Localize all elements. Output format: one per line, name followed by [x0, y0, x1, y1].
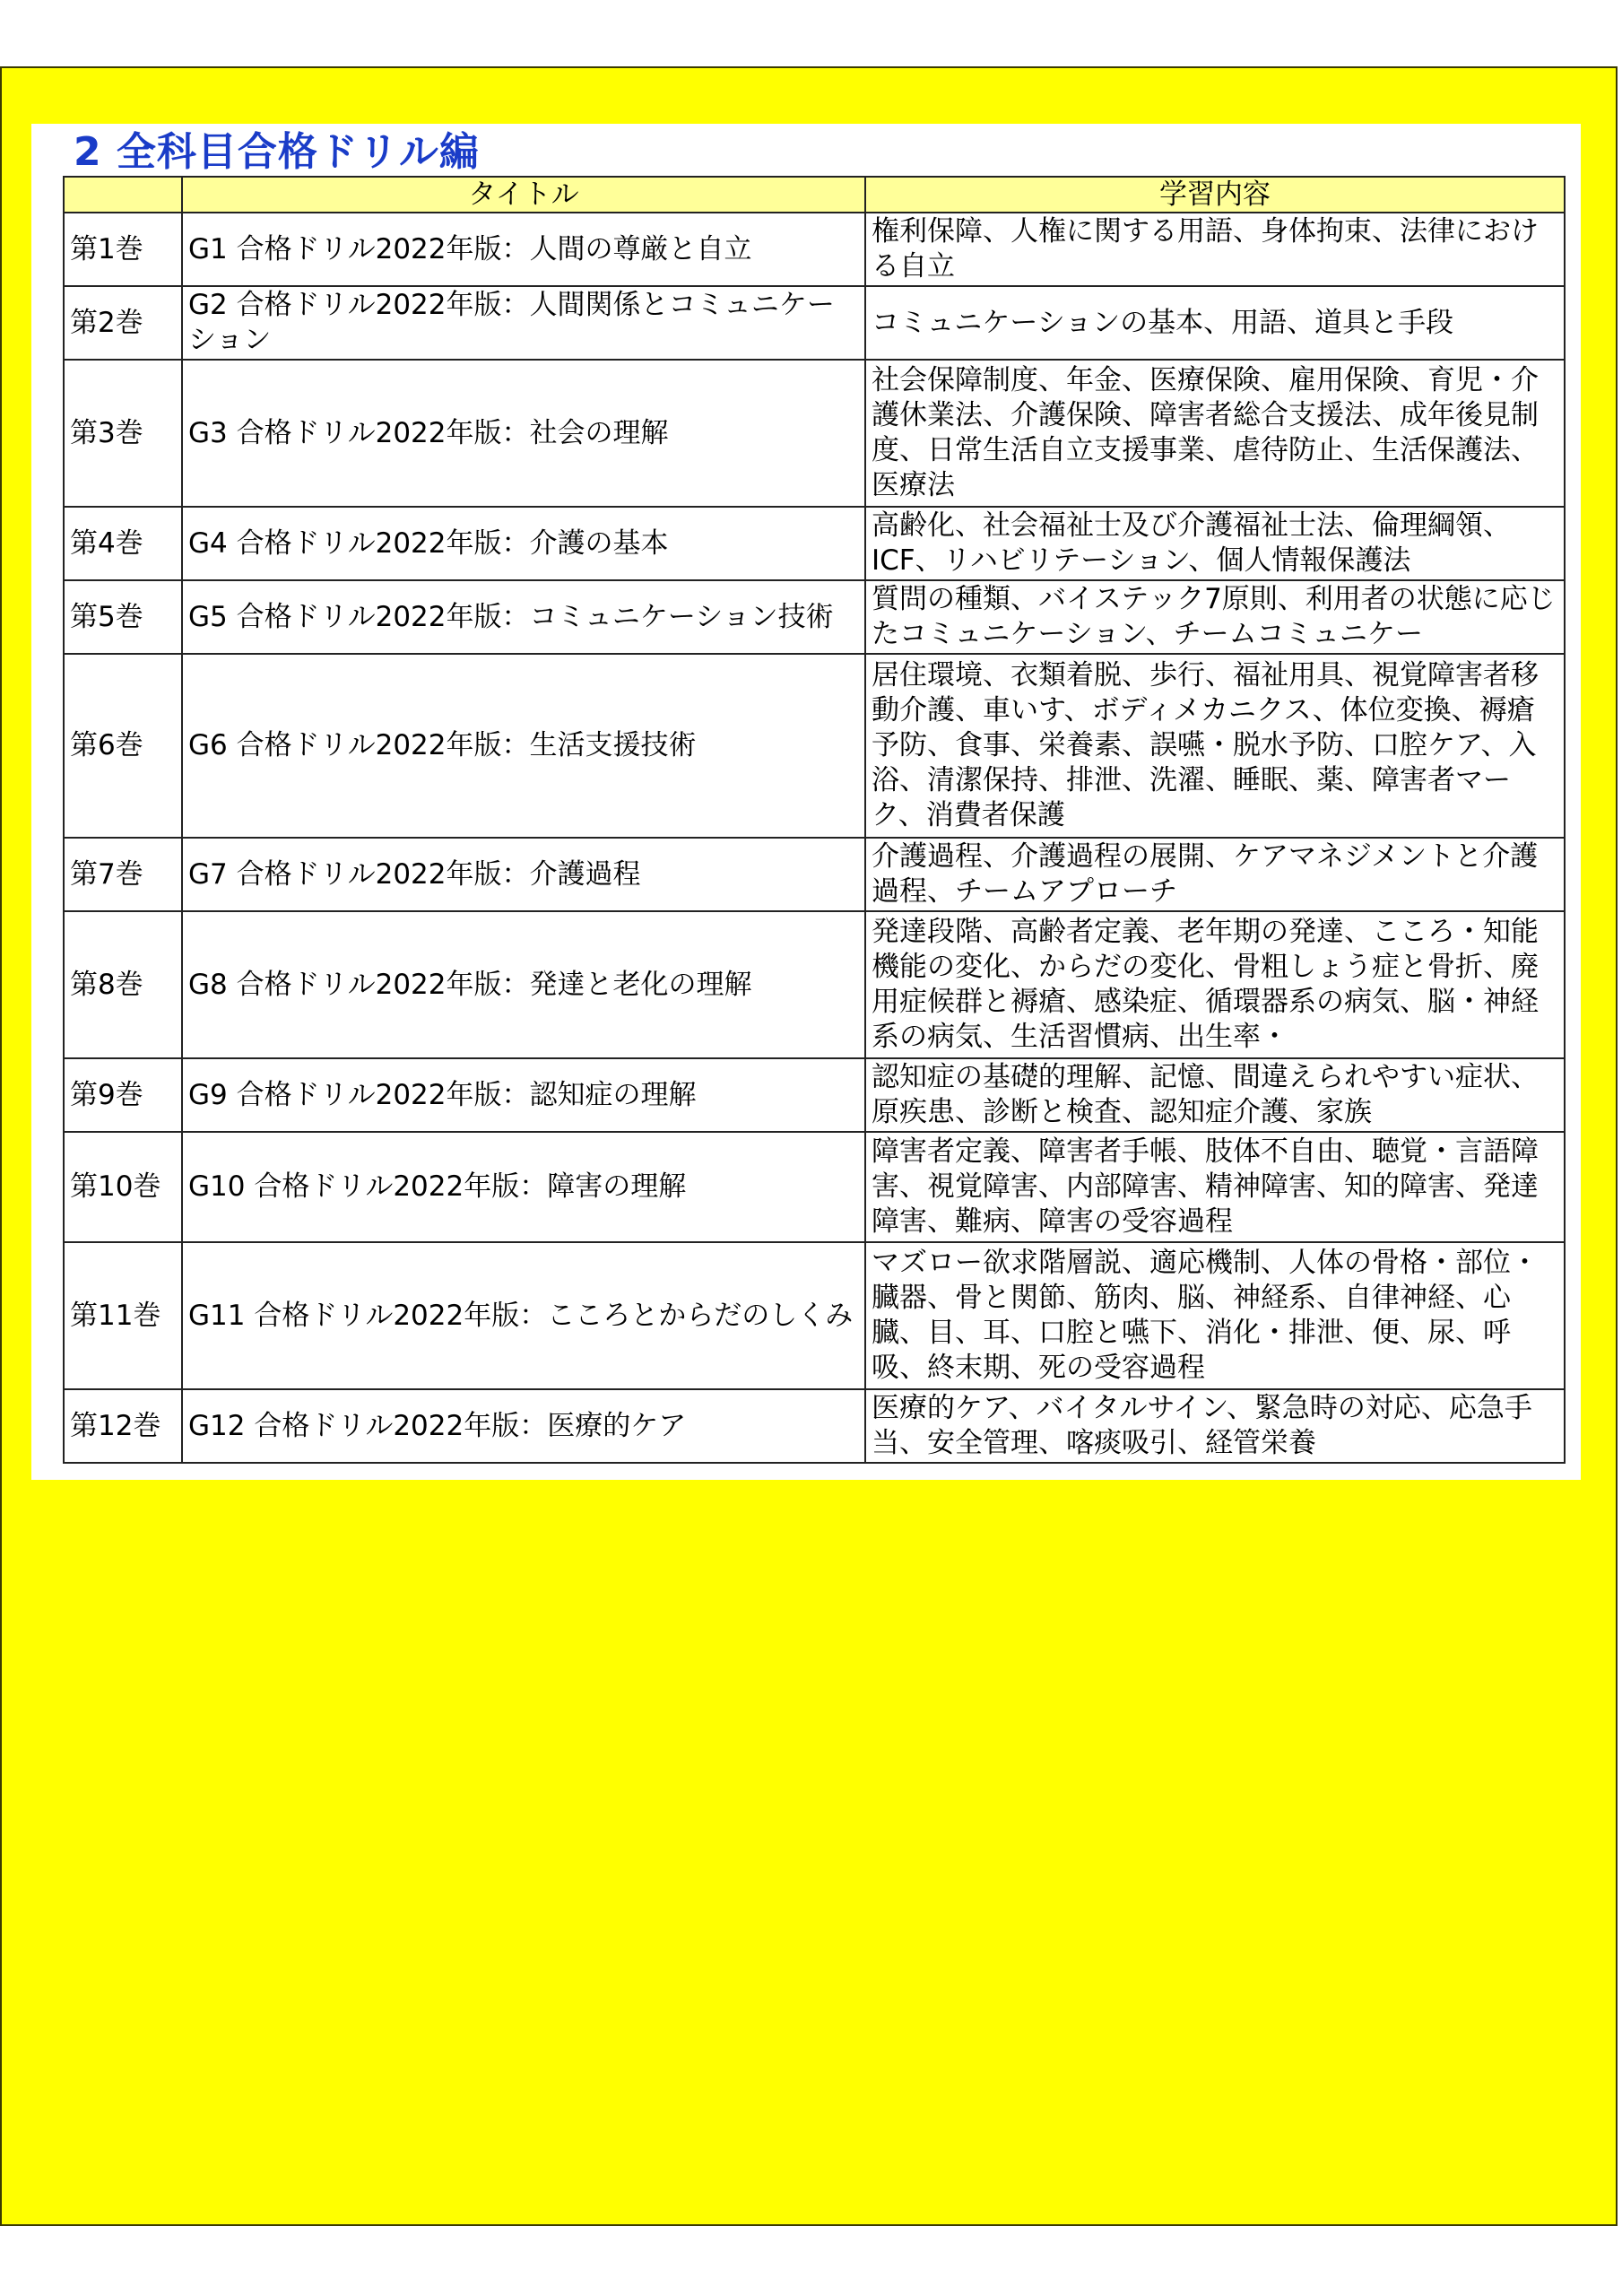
content-cell: 発達段階、高齢者定義、老年期の発達、こころ・知能機能の変化、からだの変化、骨粗しょう症と骨折、廃用症候群と褥瘡、感染症、循環器系の病気、脳・神経系の病気、生活習慣病、出生率・: [865, 911, 1565, 1058]
content-cell: 医療的ケア、バイタルサイン、緊急時の対応、応急手当、安全管理、喀痰吸引、経管栄養: [865, 1389, 1565, 1463]
volume-cell: 第10巻: [64, 1132, 182, 1242]
content-cell: 障害者定義、障害者手帳、肢体不自由、聴覚・言語障害、視覚障害、内部障害、精神障害、知的障害、発達障害、難病、障害の受容過程: [865, 1132, 1565, 1242]
volume-cell: 第3巻: [64, 360, 182, 507]
content-text: 質問の種類、バイステック7原則、利用者の状態に応じたコミュニケーション、チームコミュニケー: [872, 583, 1556, 650]
volume-cell: 第7巻: [64, 838, 182, 911]
table-row: [64, 360, 1565, 507]
content-cell: 社会保障制度、年金、医療保険、雇用保険、育児・介護休業法、介護保険、障害者総合支援法、成年後見制度、日常生活自立支援事業、虐待防止、生活保護法、医療法: [865, 360, 1565, 507]
volume-cell: 第6巻: [64, 654, 182, 838]
table-row: [64, 1389, 1565, 1463]
volume-cell: 第5巻: [64, 580, 182, 654]
content-cell: コミュニケーションの基本、用語、道具と手段: [865, 286, 1565, 360]
title-cell: G10 合格ドリル2022年版：障害の理解: [182, 1132, 865, 1242]
table-header-row: [64, 177, 1565, 213]
title-cell: G2 合格ドリル2022年版：人間関係とコミュニケーション: [182, 286, 865, 360]
section-heading: 2 全科目合格ドリル編: [74, 129, 480, 175]
title-cell: G11 合格ドリル2022年版：こころとからだのしくみ: [182, 1242, 865, 1389]
header-title: タイトル: [182, 177, 865, 213]
header-volume: [64, 177, 182, 213]
content-cell: 介護過程、介護過程の展開、ケアマネジメントと介護過程、チームアプローチ: [865, 838, 1565, 911]
header-content: 学習内容: [865, 177, 1565, 213]
table-row: [64, 507, 1565, 580]
content-cell: 居住環境、衣類着脱、歩行、福祉用具、視覚障害者移動介護、車いす、ボディメカニクス、体位変換、褥瘡予防、食事、栄養素、誤嚥・脱水予防、口腔ケア、入浴、清潔保持、排泄、洗濯、睡眠、薬、障害者マーク、消費者保護: [865, 654, 1565, 838]
table-row: [64, 654, 1565, 838]
content-cell: 高齢化、社会福祉士及び介護福祉士法、倫理綱領、ICF、リハビリテーション、個人情報保護法: [865, 507, 1565, 580]
drill-table: [63, 176, 1566, 1464]
table-row: [64, 286, 1565, 360]
table-row: [64, 911, 1565, 1058]
title-cell: G9 合格ドリル2022年版：認知症の理解: [182, 1058, 865, 1132]
title-cell: G1 合格ドリル2022年版：人間の尊厳と自立: [182, 213, 865, 286]
title-cell: G5 合格ドリル2022年版：コミュニケーション技術: [182, 580, 865, 654]
table-row: [64, 1132, 1565, 1242]
table-row: [64, 838, 1565, 911]
title-cell: G8 合格ドリル2022年版：発達と老化の理解: [182, 911, 865, 1058]
table-row: [64, 1242, 1565, 1389]
content-cell: [865, 580, 1565, 654]
title-cell: G6 合格ドリル2022年版：生活支援技術: [182, 654, 865, 838]
volume-cell: 第4巻: [64, 507, 182, 580]
title-cell: G7 合格ドリル2022年版：介護過程: [182, 838, 865, 911]
title-cell: G12 合格ドリル2022年版：医療的ケア: [182, 1389, 865, 1463]
title-cell: G4 合格ドリル2022年版：介護の基本: [182, 507, 865, 580]
title-cell: G3 合格ドリル2022年版：社会の理解: [182, 360, 865, 507]
content-cell: マズロー欲求階層説、適応機制、人体の骨格・部位・臓器、骨と関節、筋肉、脳、神経系、自律神経、心臓、目、耳、口腔と嚥下、消化・排泄、便、尿、呼吸、終末期、死の受容過程: [865, 1242, 1565, 1389]
content-cell: 権利保障、人権に関する用語、身体拘束、法律における自立: [865, 213, 1565, 286]
content-cell: 認知症の基礎的理解、記憶、間違えられやすい症状、原疾患、診断と検査、認知症介護、家族: [865, 1058, 1565, 1132]
volume-cell: 第12巻: [64, 1389, 182, 1463]
volume-cell: 第2巻: [64, 286, 182, 360]
table-row: [64, 580, 1565, 654]
table-row: [64, 1058, 1565, 1132]
volume-cell: 第1巻: [64, 213, 182, 286]
volume-cell: 第11巻: [64, 1242, 182, 1389]
volume-cell: 第8巻: [64, 911, 182, 1058]
volume-cell: 第9巻: [64, 1058, 182, 1132]
table-row: [64, 213, 1565, 286]
